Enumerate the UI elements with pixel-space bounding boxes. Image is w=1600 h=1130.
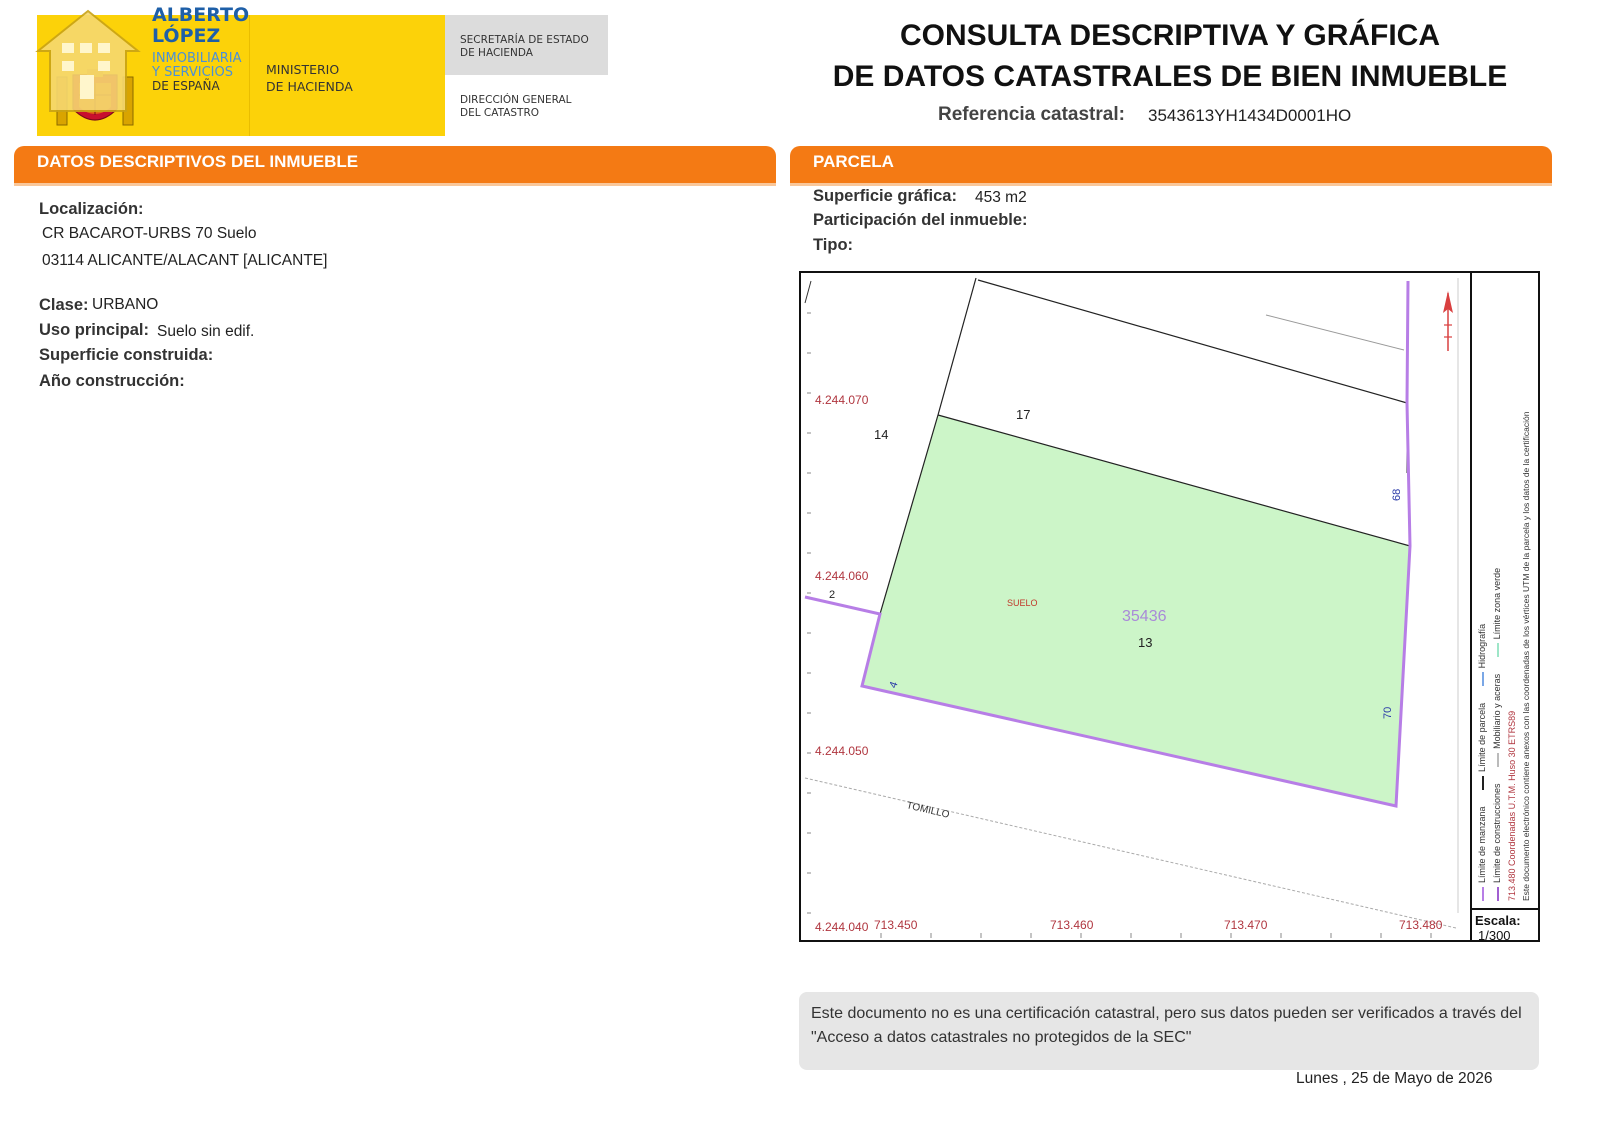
manzana-swatch bbox=[1482, 887, 1484, 901]
uso-label: Uso principal: bbox=[39, 321, 150, 339]
hidro-swatch bbox=[1482, 672, 1484, 686]
x-label-1: 713.450 bbox=[874, 918, 918, 932]
localizacion-line-1: CR BACAROT-URBS 70 Suelo bbox=[42, 225, 257, 242]
ministerio-label: MINISTERIO DE HACIENDA bbox=[266, 62, 353, 94]
zona-verde-swatch bbox=[1497, 643, 1499, 657]
suelo-label: SUELO bbox=[1007, 598, 1038, 608]
uso-value: Suelo sin edif. bbox=[157, 323, 255, 340]
ref-value: 3543613YH1434D0001HO bbox=[1148, 106, 1352, 125]
superficie-grafica-label: Superficie gráfica: bbox=[813, 187, 957, 205]
mobiliario-swatch bbox=[1497, 753, 1499, 767]
house-watermark-icon bbox=[34, 7, 142, 115]
north-arrow-icon bbox=[1443, 291, 1453, 351]
escala-value: 1/300 bbox=[1478, 928, 1511, 943]
y-label-4: 4.244.040 bbox=[815, 920, 869, 934]
espana-label: DE ESPAÑA bbox=[152, 79, 220, 93]
parcela-swatch bbox=[1482, 776, 1484, 790]
parcel-number-17: 17 bbox=[1016, 407, 1031, 422]
x-label-3: 713.470 bbox=[1224, 918, 1268, 932]
y-label-2: 4.244.060 bbox=[815, 569, 869, 583]
ref-label: Referencia catastral: bbox=[938, 104, 1125, 125]
parcel-number-2: 2 bbox=[829, 589, 836, 601]
escala-label: Escala: bbox=[1475, 913, 1521, 928]
notice-box: Este documento no es una certificación catastral, pero sus datos pueden ser verificados a través del "Acceso a datos catastrales no protegidos de la SEC" bbox=[799, 992, 1539, 1070]
map-legend bbox=[1473, 273, 1537, 907]
legend-utm: 713.480 Coordenadas U.T.M. Huso 30 ETRS89 bbox=[1507, 710, 1517, 901]
legend-divider bbox=[1470, 273, 1472, 940]
legend-manzana: Límite de manzana bbox=[1477, 806, 1487, 883]
x-label-2: 713.460 bbox=[1050, 918, 1094, 932]
agency-watermark bbox=[34, 5, 264, 117]
street-label: TOMILLO bbox=[905, 800, 951, 821]
watermark-subtitle: INMOBILIARIA Y SERVICIOS bbox=[152, 51, 242, 80]
parcel-number-14: 14 bbox=[874, 427, 889, 442]
anio-construccion-label: Año construcción: bbox=[39, 372, 185, 390]
construcciones-swatch bbox=[1497, 887, 1499, 901]
legend-zona-verde: Límite zona verde bbox=[1492, 567, 1502, 640]
section-datos-descriptivos: DATOS DESCRIPTIVOS DEL INMUEBLE bbox=[14, 146, 776, 183]
direccion-label: DIRECCIÓN GENERAL DEL CATASTRO bbox=[460, 94, 572, 119]
secretaria-box bbox=[445, 15, 608, 75]
legend-hidrografia: Hidrografía bbox=[1477, 623, 1487, 669]
title-line-1: CONSULTA DESCRIPTIVA Y GRÁFICA bbox=[899, 19, 1441, 52]
edge-number-70: 70 bbox=[1382, 706, 1394, 719]
y-label-1: 4.244.070 bbox=[815, 393, 869, 407]
document-date: Lunes , 25 de Mayo de 2026 bbox=[1296, 1070, 1493, 1087]
section-parcela: PARCELA bbox=[790, 146, 1552, 183]
parcel-number-13: 13 bbox=[1138, 635, 1153, 650]
edge-number-4: 4 bbox=[887, 680, 901, 690]
map-drawing bbox=[801, 273, 1470, 940]
superficie-construida-label: Superficie construida: bbox=[39, 346, 214, 364]
title-line-2: DE DATOS CATASTRALES DE BIEN INMUEBLE bbox=[832, 60, 1508, 93]
legend-note: Este documento electrónico contiene anexos con las coordenadas de los vértices UTM de la parcela y los datos de la certificación bbox=[1521, 411, 1531, 901]
clase-value: URBANO bbox=[92, 296, 159, 313]
cadastral-map bbox=[799, 271, 1540, 942]
edge-number-68: 68 bbox=[1391, 488, 1403, 501]
y-label-3: 4.244.050 bbox=[815, 744, 869, 758]
superficie-grafica-value: 453 m2 bbox=[975, 189, 1027, 206]
legend-separator bbox=[1472, 908, 1538, 910]
secretaria-label: SECRETARÍA DE ESTADO DE HACIENDA bbox=[460, 34, 589, 59]
x-label-4: 713.480 bbox=[1399, 918, 1443, 932]
localizacion-line-2: 03114 ALICANTE/ALACANT [ALICANTE] bbox=[42, 252, 328, 269]
clase-label: Clase: bbox=[39, 296, 89, 314]
manzana-label: 35436 bbox=[1122, 608, 1167, 625]
tipo-label: Tipo: bbox=[813, 236, 854, 254]
legend-construcciones: Límite de construcciones bbox=[1492, 783, 1502, 883]
participacion-label: Participación del inmueble: bbox=[813, 211, 1028, 229]
document-title bbox=[790, 15, 1550, 97]
watermark-name: ALBERTO LÓPEZ bbox=[152, 4, 250, 47]
legend-mobiliario: Mobiliario y aceras bbox=[1492, 673, 1502, 749]
localizacion-label: Localización: bbox=[39, 200, 144, 218]
legend-parcela: Límite de parcela bbox=[1477, 702, 1487, 772]
